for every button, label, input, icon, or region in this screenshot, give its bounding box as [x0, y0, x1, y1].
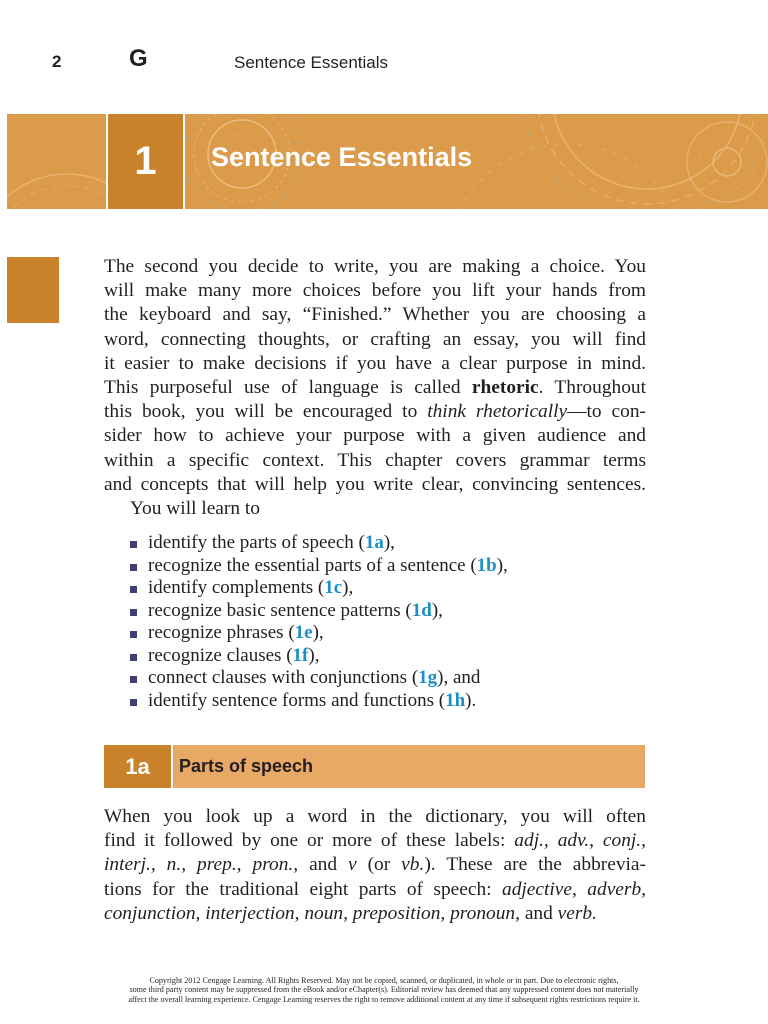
- objective-end: ), and: [437, 667, 481, 688]
- objectives-list: [130, 532, 508, 712]
- text-run: will make many more choices before you lift your hands from: [104, 280, 646, 302]
- text-line: [104, 829, 646, 853]
- objective-text: identify the parts of speech (: [148, 532, 365, 553]
- text-run: and concepts that will help you write clear, convincing sentences.: [104, 473, 646, 495]
- text-line: [104, 400, 646, 424]
- text-run: find it followed by one or more of these labels:: [104, 830, 515, 852]
- section-letter: G: [129, 45, 148, 72]
- italic-text: v: [348, 854, 357, 876]
- square-bullet-icon: [130, 609, 137, 616]
- objective-end: ),: [308, 644, 320, 666]
- italic-text: interj., n., prep., pron.,: [104, 854, 299, 876]
- square-bullet-icon: [130, 699, 137, 706]
- objective-item: [130, 600, 508, 623]
- section-reference-link[interactable]: 1e: [294, 622, 313, 643]
- section-reference-link[interactable]: 1a: [364, 532, 384, 553]
- intro-paragraph: [104, 255, 646, 497]
- copyright-line: affect the overall learning experience. Cengage Learning reserves the right to remove additional content at any time if subsequent rights restrictions require it.: [128, 994, 640, 1004]
- section-heading-bar: [104, 745, 645, 788]
- copyright-notice: [100, 976, 668, 1004]
- square-bullet-icon: [130, 631, 137, 638]
- copyright-line: some third party content may be suppressed from the eBook and/or eChapter(s). Editorial review has deemed that any suppressed content does not materially: [129, 985, 639, 995]
- section-reference-link[interactable]: 1d: [411, 599, 432, 621]
- objective-text: connect clauses with conjunctions (: [148, 667, 419, 688]
- text-run: The second you decide to write, you are making a choice. You: [104, 256, 646, 277]
- objective-end: ),: [342, 577, 354, 598]
- objective-item: [130, 645, 508, 668]
- objectives-lead: You will learn to: [130, 498, 260, 519]
- text-line: [104, 853, 646, 877]
- text-line: [104, 878, 646, 902]
- italic-text: verb.: [557, 902, 597, 924]
- text-line: [104, 805, 646, 829]
- side-tab-marker: [7, 257, 59, 323]
- objective-end: ),: [312, 622, 324, 643]
- text-run: ). These are the abbrevia-: [424, 854, 646, 876]
- text-run: it easier to make decisions if you have a clear purpose in mind.: [104, 352, 646, 374]
- text-line: [104, 352, 646, 376]
- section-number: 1a: [104, 745, 173, 788]
- square-bullet-icon: [130, 564, 137, 571]
- text-line: [104, 902, 646, 926]
- section-reference-link[interactable]: 1c: [324, 577, 343, 598]
- text-run: and: [298, 854, 349, 876]
- objective-text: recognize the essential parts of a sentence (: [148, 554, 477, 576]
- text-line: [104, 328, 646, 352]
- text-run: and: [519, 902, 558, 924]
- square-bullet-icon: [130, 654, 137, 661]
- italic-text: adj., adv., conj.,: [514, 830, 646, 852]
- objective-item: [130, 577, 508, 600]
- bold-term: rhetoric: [471, 377, 539, 399]
- italic-text: think rhetorically: [427, 401, 568, 423]
- text-run: word, connecting thoughts, or crafting an essay, you will find: [104, 328, 646, 350]
- text-run: . Throughout: [538, 377, 646, 399]
- square-bullet-icon: [130, 676, 137, 683]
- objective-end: ),: [496, 554, 508, 576]
- text-line: [104, 255, 646, 279]
- objective-item: [130, 667, 508, 690]
- text-run: the keyboard and say, “Finished.” Whether you are choosing a: [104, 304, 646, 326]
- objective-text: recognize phrases (: [148, 622, 295, 643]
- objective-item: [130, 690, 508, 713]
- objective-text: recognize clauses (: [148, 644, 293, 666]
- section-title: Parts of speech: [179, 756, 314, 776]
- page-number: 2: [52, 52, 62, 71]
- objective-text: recognize basic sentence patterns (: [148, 599, 412, 621]
- text-run: sider how to achieve your purpose with a given audience and: [104, 425, 646, 447]
- text-run: tions for the traditional eight parts of speech:: [104, 878, 503, 900]
- text-line: [104, 303, 646, 327]
- section-reference-link[interactable]: 1h: [445, 689, 466, 711]
- copyright-line: Copyright 2012 Cengage Learning. All Rights Reserved. May not be copied, scanned, or duplicated, in whole or in part. Due to electronic rights,: [149, 976, 619, 985]
- section-reference-link[interactable]: 1b: [476, 554, 497, 576]
- section-reference-link[interactable]: 1g: [418, 667, 438, 688]
- text-run: When you look up a word in the dictionary, you will often: [104, 806, 646, 827]
- section-reference-link[interactable]: 1f: [292, 644, 309, 666]
- text-line: [104, 279, 646, 303]
- objective-item: [130, 532, 508, 555]
- text-run: this book, you will be encouraged to: [104, 401, 428, 423]
- text-line: [104, 424, 646, 448]
- text-line: [104, 449, 646, 473]
- italic-text: adjective, adverb,: [502, 878, 646, 900]
- running-head: Sentence Essentials: [234, 53, 389, 72]
- text-line: [104, 473, 646, 497]
- text-run: —to con-: [567, 401, 646, 423]
- chapter-banner: [7, 114, 768, 209]
- objective-item: [130, 622, 508, 645]
- objective-text: identify sentence forms and functions (: [148, 689, 446, 711]
- text-run: (or: [356, 854, 402, 876]
- text-run: This purposeful use of language is called: [104, 377, 472, 399]
- objective-end: ).: [465, 689, 477, 711]
- text-run: within a specific context. This chapter covers grammar terms: [104, 449, 646, 471]
- chapter-title: Sentence Essentials: [211, 142, 473, 172]
- objective-end: ),: [431, 599, 443, 621]
- body-paragraph: [104, 805, 646, 926]
- objective-text: identify complements (: [148, 577, 325, 598]
- italic-text: vb.: [401, 854, 425, 876]
- square-bullet-icon: [130, 586, 137, 593]
- objective-item: [130, 555, 508, 578]
- text-line: [104, 376, 646, 400]
- italic-text: conjunction, interjection, noun, preposition, pronoun,: [104, 902, 520, 924]
- objective-end: ),: [383, 532, 395, 553]
- square-bullet-icon: [130, 541, 137, 548]
- chapter-number: 1: [106, 114, 185, 209]
